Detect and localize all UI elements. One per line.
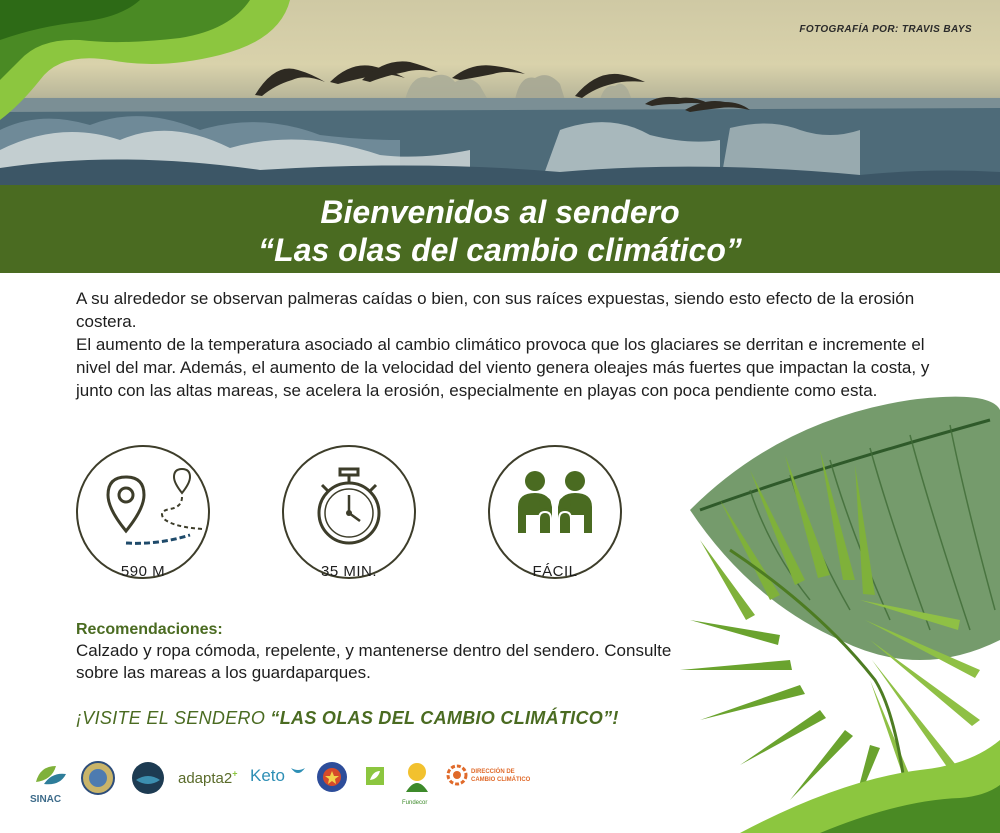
photo-credit: FOTOGRAFÍA POR: TRAVIS BAYS xyxy=(799,24,972,35)
title-line-1: Bienvenidos al sendero xyxy=(320,194,680,230)
sun-spiral-icon xyxy=(446,764,468,786)
recommendations-title: Recomendaciones: xyxy=(76,621,223,638)
logo-small-green xyxy=(365,766,385,816)
logo-adapta2: adapta2+ xyxy=(178,768,238,787)
hero-photo xyxy=(0,0,1000,185)
logo-seal-3 xyxy=(315,760,349,810)
intro-paragraph-2: El aumento de la temperatura asociado al cambio climático provoca que los glaciares se derritan e incremente el nivel del mar. Además, el aumento de la velocidad del viento genera oleajes más fuertes que impactan la costa, y junto con las altas mareas, se acelera la erosión, especialmente en playas con poca pendiente como esta. xyxy=(76,335,930,400)
stat-time-label: 35 MIN. xyxy=(320,563,377,580)
stat-time xyxy=(282,445,416,579)
intro-paragraph-1: A su alrededor se observan palmeras caídas o bien, con sus raíces expuestas, siendo esto efecto de la erosión costera. xyxy=(76,289,915,331)
government-seal-icon xyxy=(80,760,116,796)
page-title xyxy=(0,193,1000,269)
stopwatch-icon xyxy=(284,447,414,557)
frog-mascot-icon xyxy=(402,760,432,796)
family-icon xyxy=(490,447,620,557)
recommendations-text: Calzado y ropa cómoda, repelente, y mantenerse dentro del sendero. Consulte sobre las mareas a los guardaparques. xyxy=(76,641,672,682)
tropical-leaves-decoration xyxy=(660,380,1000,833)
logo-fundecor: Fundecor xyxy=(402,760,432,810)
logo-keto: Keto xyxy=(250,766,310,816)
whale-tail-icon xyxy=(290,766,306,778)
sinac-leaf-icon xyxy=(30,760,70,790)
marine-area-icon xyxy=(130,760,166,796)
leaf-square-icon xyxy=(365,766,385,786)
logo-seal-1 xyxy=(80,760,116,810)
stat-difficulty-label: FÁCIL xyxy=(532,563,578,580)
stat-difficulty xyxy=(488,445,622,579)
visit-call-to-action xyxy=(76,708,619,729)
stat-distance xyxy=(76,445,210,579)
title-line-2: “Las olas del cambio climático” xyxy=(258,232,742,268)
sinac-label: SINAC xyxy=(30,794,62,805)
stat-distance-label: 590 M xyxy=(120,563,166,580)
visit-emphasis: “LAS OLAS DEL CAMBIO CLIMÁTICO”! xyxy=(270,708,619,728)
logo-sinac xyxy=(30,760,70,810)
visit-prefix: ¡VISITE EL SENDERO xyxy=(76,708,271,728)
route-pin-icon xyxy=(78,447,208,557)
star-seal-icon xyxy=(315,760,349,794)
green-swoosh-decoration xyxy=(0,0,290,130)
logo-direccion-cambio-climatico: DIRECCIÓN DE CAMBIO CLIMÁTICO xyxy=(446,764,546,814)
logo-seal-2 xyxy=(130,760,166,810)
